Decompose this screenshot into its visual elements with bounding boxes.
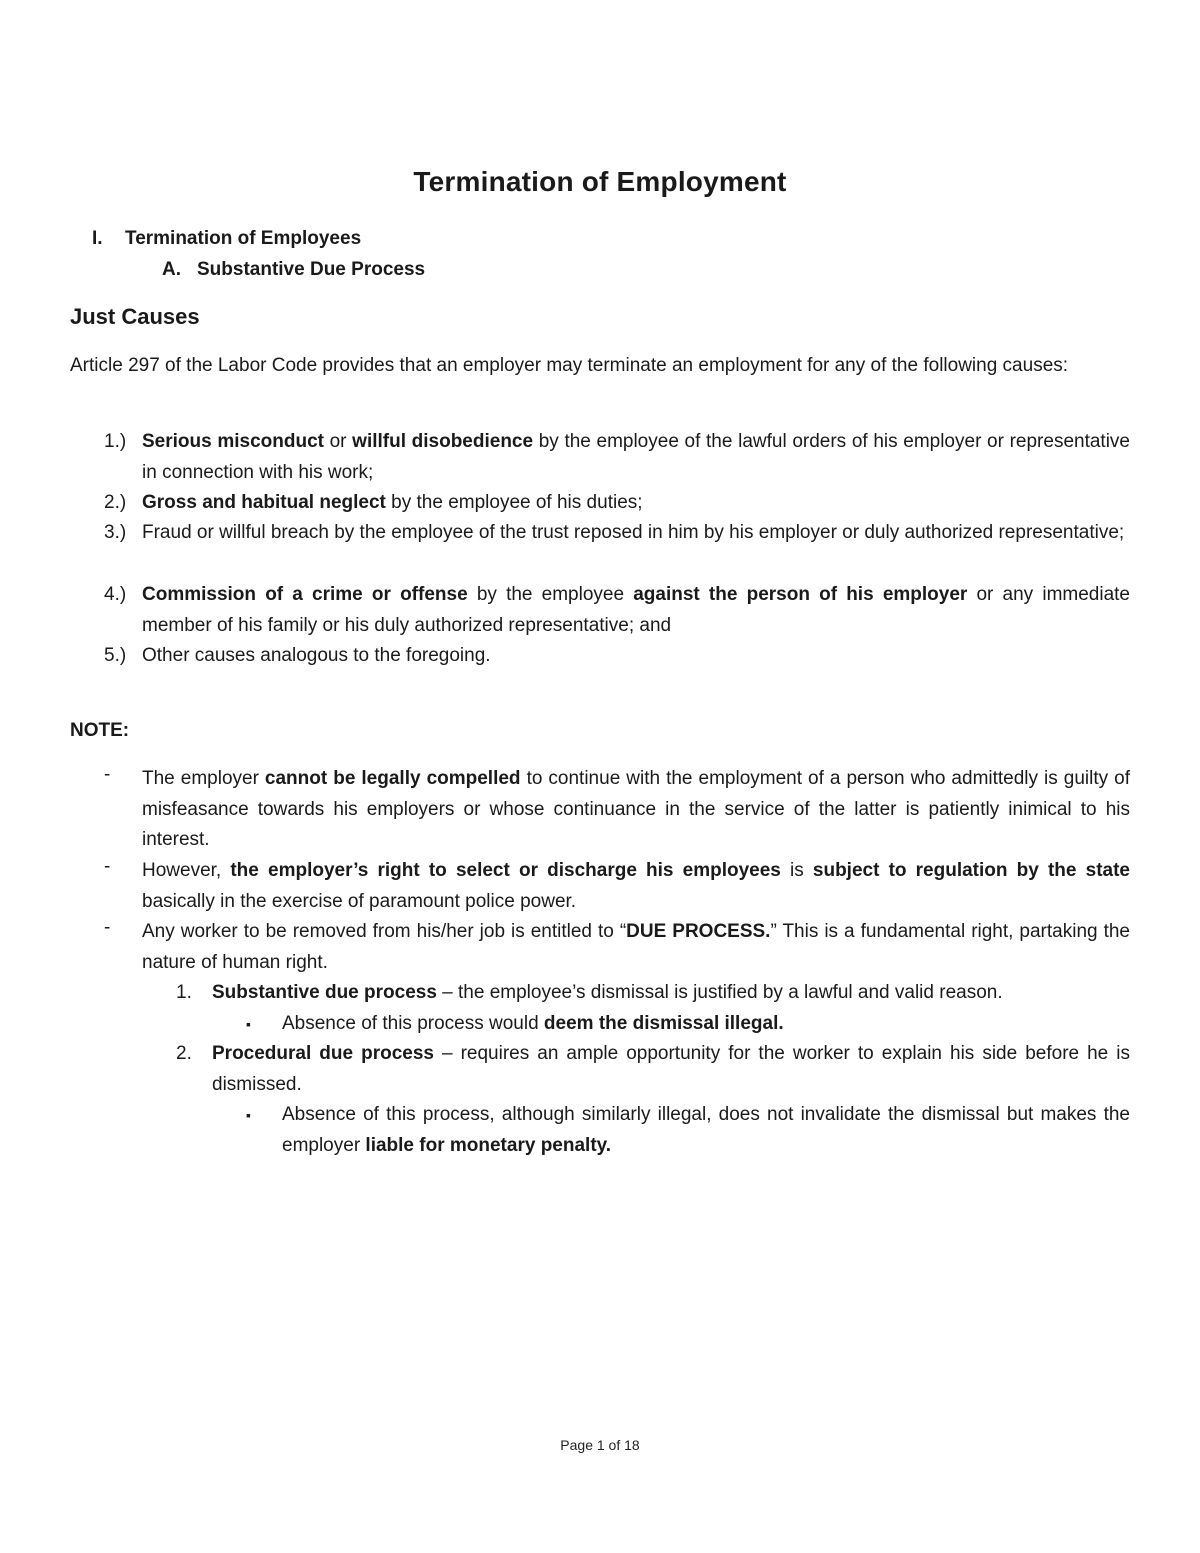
square-bullet-icon: ▪ [246, 1107, 251, 1123]
outline-level-1-number: I. [92, 228, 103, 249]
cause-item-1 [70, 427, 1130, 488]
cause-marker: 4.) [104, 584, 127, 605]
note-bullet-2: However, the employer’s right to select or discharge his employees is subject to regulation by the state basically in the exercise of paramount police power. [142, 860, 1130, 912]
note-dash: - [104, 764, 111, 785]
cause-text: Fraud or willful breach by the employee of the trust reposed in him by his employer or duly authorized representative; [142, 522, 1125, 543]
cause-item-5 [70, 641, 1130, 672]
section-heading-just-causes: Just Causes [70, 304, 200, 329]
outline-level-1 [92, 228, 362, 250]
intro-paragraph: Article 297 of the Labor Code provides that an employer may terminate an employment for any of the following causes: [70, 355, 1069, 376]
cause-text: Commission of a crime or offense by the employee against the person of his employer or any immediate member of his family or his duly authorized representative; and [142, 584, 1131, 636]
due-process-item-2: Procedural due process – requires an ample opportunity for the worker to explain his side before he is dismissed. [212, 1043, 1130, 1095]
note-label: NOTE: [70, 720, 130, 741]
cause-marker: 3.) [104, 522, 127, 543]
due-process-marker: 1. [176, 982, 192, 1003]
note-dash: - [104, 917, 111, 938]
square-bullet-icon: ▪ [246, 1016, 251, 1032]
note-dash: - [104, 856, 111, 877]
cause-text: Gross and habitual neglect by the employee of his duties; [142, 492, 643, 513]
cause-marker: 2.) [104, 492, 127, 513]
outline-level-1-label: Termination of Employees [125, 228, 362, 249]
cause-text: Serious misconduct or willful disobedience by the employee of the lawful orders of his employer or representative in connection with his work; [142, 431, 1130, 483]
cause-item-4 [70, 580, 1130, 641]
due-process-item-2-detail: Absence of this process, although similarly illegal, does not invalidate the dismissal but makes the employer liable for monetary penalty. [282, 1104, 1130, 1156]
due-process-marker: 2. [176, 1043, 192, 1064]
cause-text: Other causes analogous to the foregoing. [142, 645, 491, 666]
outline-level-2-label: Substantive Due Process [197, 259, 426, 280]
note-bullet-3: Any worker to be removed from his/her job is entitled to “DUE PROCESS.” This is a fundamental right, partaking the nature of human right. [142, 921, 1130, 973]
outline-level-2-number: A. [162, 259, 181, 280]
document-title: Termination of Employment [413, 166, 787, 197]
page-footer: Page 1 of 18 [560, 1437, 640, 1453]
outline-level-2 [162, 259, 426, 281]
cause-item-2 [70, 488, 1130, 519]
cause-marker: 1.) [104, 431, 127, 452]
due-process-item-1-detail: Absence of this process would deem the dismissal illegal. [282, 1013, 784, 1034]
cause-item-3 [70, 518, 1130, 549]
note-bullet-1: The employer cannot be legally compelled to continue with the employment of a person who admittedly is guilty of misfeasance towards his employers or whose continuance in the service of the latter is patiently inimical to his interest. [142, 768, 1131, 850]
due-process-item-1: Substantive due process – the employee’s dismissal is justified by a lawful and valid reason. [212, 982, 1003, 1003]
cause-marker: 5.) [104, 645, 127, 666]
